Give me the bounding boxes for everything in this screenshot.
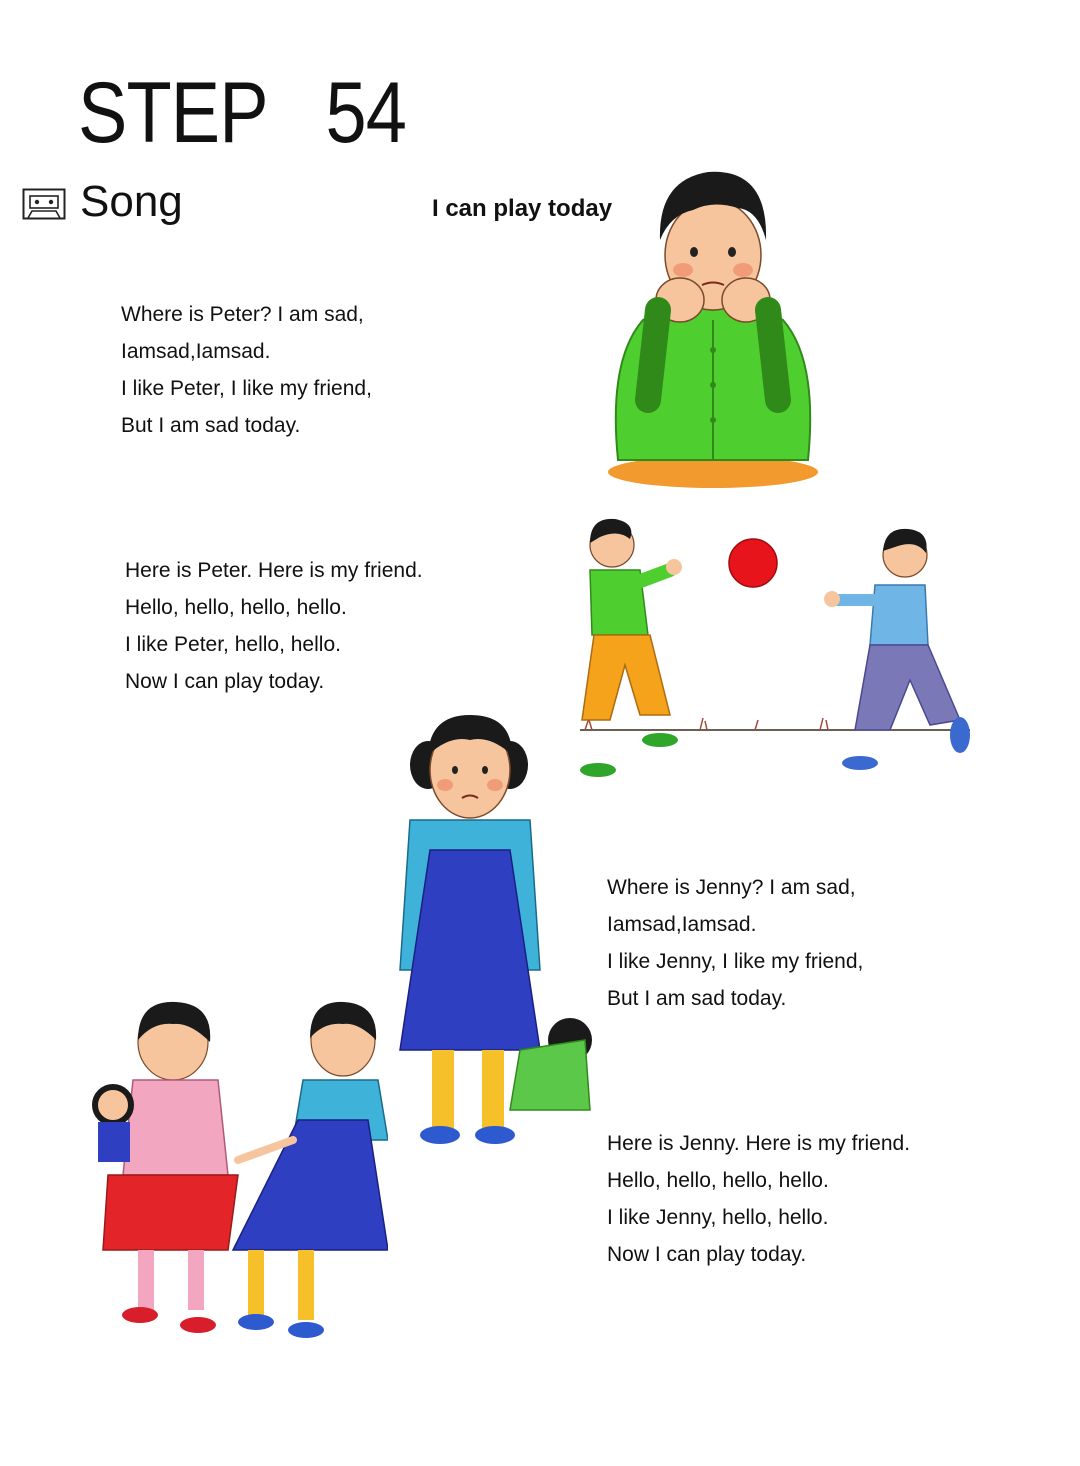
verse-line: Hello, hello, hello, hello. bbox=[607, 1169, 829, 1192]
sad-boy-illustration bbox=[598, 160, 828, 490]
verse-line: Here is Peter. Here is my friend. bbox=[125, 559, 423, 582]
verse-line: But I am sad today. bbox=[121, 414, 301, 437]
ball-playing-illustration bbox=[570, 515, 980, 790]
section-label: Song bbox=[80, 177, 183, 226]
verse-line: Now I can play today. bbox=[607, 1243, 807, 1266]
verse-line: I like Jenny, I like my friend, bbox=[607, 950, 864, 973]
verse-jenny-sad bbox=[607, 869, 863, 1017]
verse-jenny-friend bbox=[607, 1125, 910, 1273]
verse-line: Iamsad,Iamsad. bbox=[121, 340, 271, 363]
verse-peter-sad bbox=[121, 296, 372, 444]
verse-line: Where is Jenny? I am sad, bbox=[607, 876, 856, 899]
verse-line: Iamsad,Iamsad. bbox=[607, 913, 757, 936]
verse-line: Hello, hello, hello, hello. bbox=[125, 596, 347, 619]
sad-girl-illustration bbox=[370, 710, 605, 1180]
verse-line: But I am sad today. bbox=[607, 987, 787, 1010]
verse-line: Here is Jenny. Here is my friend. bbox=[607, 1132, 911, 1155]
cassette-tape-icon bbox=[22, 188, 66, 220]
verse-line: I like Peter, I like my friend, bbox=[121, 377, 372, 400]
step-title: STEP 54 bbox=[78, 65, 407, 161]
verse-line: Where is Peter? I am sad, bbox=[121, 303, 364, 326]
verse-line: I like Peter, hello, hello. bbox=[125, 633, 341, 656]
verse-line: I like Jenny, hello, hello. bbox=[607, 1206, 829, 1229]
verse-peter-friend bbox=[125, 552, 423, 700]
song-title: I can play today bbox=[432, 195, 613, 222]
verse-line: Now I can play today. bbox=[125, 670, 325, 693]
happy-girls-illustration bbox=[78, 1000, 388, 1350]
